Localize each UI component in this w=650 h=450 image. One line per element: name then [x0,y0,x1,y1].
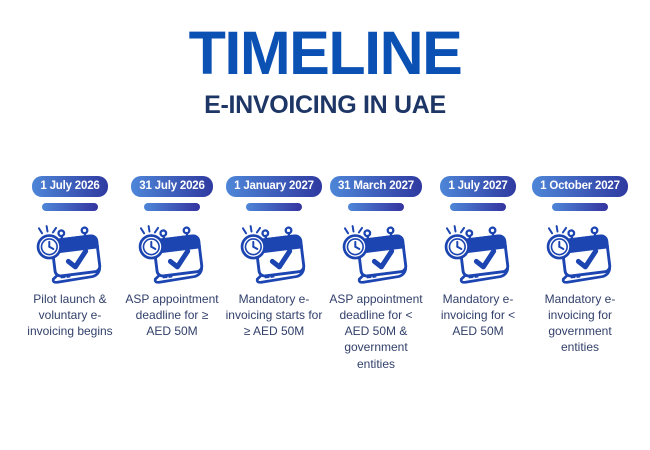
calendar-check-clock-icon [34,223,106,285]
timeline-bar [450,203,506,211]
date-badge: 1 July 2027 [440,176,515,197]
milestone-description: Pilot launch & voluntary e-invoicing begins [27,292,113,339]
timeline-bar [246,203,302,211]
calendar-check-clock-icon [544,223,616,285]
milestone-column [529,176,631,371]
milestone-column [19,176,121,371]
milestone-column [121,176,223,371]
milestone-description: Mandatory e-invoicing starts for ≥ AED 50M [225,292,323,339]
date-badge: 31 March 2027 [330,176,422,197]
calendar-check-clock-icon [136,223,208,285]
milestone-column [223,176,325,371]
timeline-bar [42,203,98,211]
milestone-description: ASP appointment deadline for < AED 50M & government entities [329,292,423,371]
timeline-bar [552,203,608,211]
date-badge: 1 July 2026 [32,176,107,197]
timeline-row [19,176,631,371]
milestone-description: ASP appointment deadline for ≥ AED 50M [125,292,219,339]
calendar-check-clock-icon [340,223,412,285]
calendar-check-clock-icon [238,223,310,285]
milestone-description: Mandatory e-invoicing for government entities [544,292,616,355]
timeline-bar [348,203,404,211]
header [0,0,650,120]
milestone-description: Mandatory e-invoicing for < AED 50M [440,292,516,339]
date-badge: 1 October 2027 [532,176,628,197]
timeline-bar [144,203,200,211]
page-title: TIMELINE [188,19,462,87]
date-badge: 1 January 2027 [226,176,322,197]
milestone-column [325,176,427,371]
milestone-column [427,176,529,371]
page-subtitle: E-INVOICING IN UAE [204,91,446,120]
date-badge: 31 July 2026 [131,176,212,197]
calendar-check-clock-icon [442,223,514,285]
